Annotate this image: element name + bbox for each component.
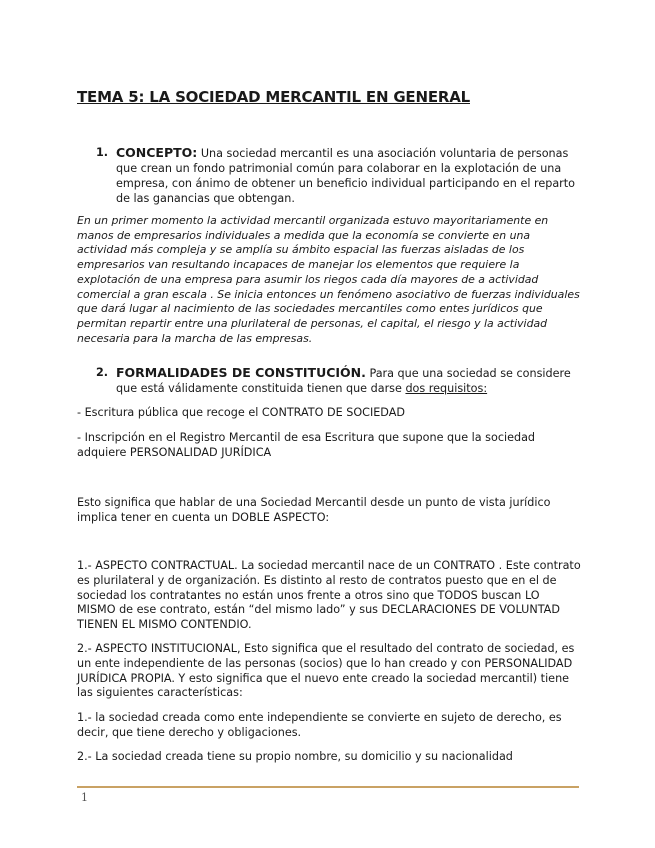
section-text: Una sociedad mercantil es una asociación voluntaria de personas que crean un fondo patrimonial común para colaborar en la explotación de una empresa, con ánimo de obtener un beneficio individual participando en el reparto de las ganancias que obtengan. (116, 147, 576, 205)
section-heading: CONCEPTO: (116, 145, 198, 160)
section-body (116, 145, 581, 206)
footer-divider (77, 786, 579, 788)
section-text: Para que una sociedad se considere que está válidamente constituida tienen que darse (116, 367, 571, 395)
page-title: TEMA 5: LA SOCIEDAD MERCANTIL EN GENERAL (77, 88, 470, 106)
underlined-text: dos requisitos: (405, 382, 488, 395)
section-body (116, 365, 581, 396)
section-heading: FORMALIDADES DE CONSTITUCIÓN. (116, 365, 366, 380)
page-number: 1 (81, 791, 88, 804)
section-number: 1. (96, 146, 109, 159)
section-formalidades (96, 365, 581, 396)
aspecto-institucional-paragraph: 2.- ASPECTO INSTITUCIONAL, Esto significa que el resultado del contrato de sociedad, es un ente independiente de las personas (socios) que lo han creado y con PERSONALIDAD JURÍDICA PROPIA. Y esto significa que el nuevo ente creado la sociedad mercantil) tiene las siguientes características: (77, 642, 575, 700)
aspecto-contractual-paragraph: 1.- ASPECTO CONTRACTUAL. La sociedad mercantil nace de un CONTRATO . Este contrato es plurilateral y de organización. Es distinto al resto de contratos puesto que en el de sociedad los contratantes no están unos frente a otros sino que TODOS buscan LO MISMO de ese contrato, están “del mismo lado” y sus DECLARACIONES DE VOLUNTAD TIENEN EL MISMO CONTENDIO. (77, 559, 581, 632)
doble-aspecto-paragraph: Esto significa que hablar de una Sociedad Mercantil desde un punto de vista jurídico implica tener en cuenta un DOBLE ASPECTO: (77, 496, 551, 524)
intro-paragraph: En un primer momento la actividad mercantil organizada estuvo mayoritariamente en manos de empresarios individuales a medida que la economía se convierte en una actividad más compleja y se amplía su ámbito espacial las fuerzas aisladas de los empresarios van resultando incapaces de manejar los elementos que requiere la explotación de una empresa para asumir los riegos cada día mayores de a actividad comercial a gran escala . Se inicia entonces un fenómeno asociativo de fuerzas individuales que dará lugar al nacimiento de las sociedades mercantiles como entes jurídicos que permitan repartir entre una plurilateral de personas, el capital, el riesgo y la actividad necesaria para la marcha de las empresas. (77, 214, 580, 345)
section-concepto (96, 145, 581, 206)
requisito-escritura: - Escritura pública que recoge el CONTRATO DE SOCIEDAD (77, 406, 405, 419)
section-number: 2. (96, 366, 109, 379)
caracteristica-2: 2.- La sociedad creada tiene su propio nombre, su domicilio y su nacionalidad (77, 750, 513, 763)
caracteristica-1: 1.- la sociedad creada como ente independiente se convierte en sujeto de derecho, es decir, que tiene derecho y obligaciones. (77, 711, 562, 739)
requisito-inscripcion: - Inscripción en el Registro Mercantil de esa Escritura que supone que la sociedad adquiere PERSONALIDAD JURÍDICA (77, 431, 536, 459)
